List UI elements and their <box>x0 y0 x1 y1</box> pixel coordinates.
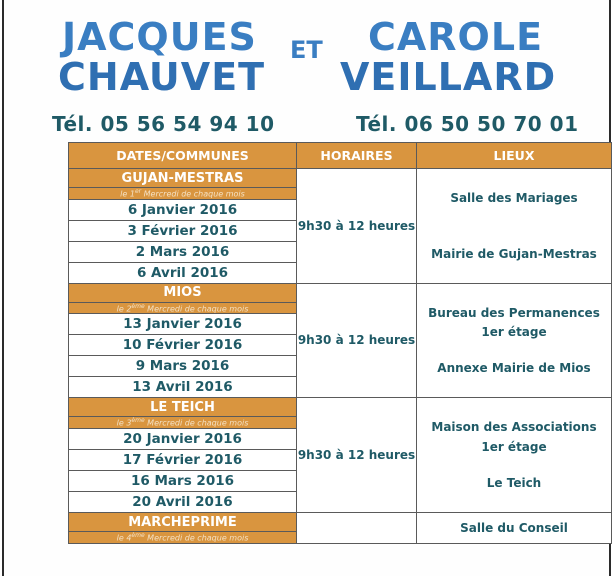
place-line: Le Teich <box>486 475 542 490</box>
commune-frequency: le 1er Mercredi de chaque mois <box>69 188 297 200</box>
schedule-table <box>68 142 612 544</box>
left-first-name: JACQUES <box>62 15 257 59</box>
date-cell: 10 Février 2016 <box>69 335 297 356</box>
date-cell: 20 Avril 2016 <box>69 491 297 512</box>
place-line: Bureau des Permanences <box>428 305 600 320</box>
date-cell: 9 Mars 2016 <box>69 356 297 377</box>
left-phone: Tél. 05 56 54 94 10 <box>52 112 275 136</box>
column-header-places: LIEUX <box>417 143 612 169</box>
commune-title: MARCHEPRIME <box>69 512 297 531</box>
table-row <box>69 512 612 531</box>
column-header-hours: HORAIRES <box>297 143 417 169</box>
table-row <box>69 283 612 302</box>
table-header-row <box>69 143 612 169</box>
connector-et: ET <box>290 36 323 64</box>
place-cell <box>417 283 612 398</box>
table-row <box>69 398 612 417</box>
commune-frequency: le 2ème Mercredi de chaque mois <box>69 302 297 314</box>
commune-frequency: le 3ème Mercredi de chaque mois <box>69 417 297 429</box>
place-line: Maison des Associations <box>431 420 597 435</box>
right-first-name: CAROLE <box>368 15 544 59</box>
date-cell: 3 Février 2016 <box>69 220 297 241</box>
place-line: 1er étage <box>481 439 547 454</box>
hours-cell <box>297 512 417 543</box>
right-phone: Tél. 06 50 50 70 01 <box>356 112 579 136</box>
hours-cell: 9h30 à 12 heures <box>297 398 417 513</box>
place-cell <box>417 169 612 284</box>
date-cell: 6 Janvier 2016 <box>69 199 297 220</box>
place-cell <box>417 398 612 513</box>
date-cell: 13 Janvier 2016 <box>69 314 297 335</box>
table-row <box>69 169 612 188</box>
date-cell: 20 Janvier 2016 <box>69 428 297 449</box>
commune-title: GUJAN-MESTRAS <box>69 169 297 188</box>
date-cell: 16 Mars 2016 <box>69 470 297 491</box>
date-cell: 2 Mars 2016 <box>69 241 297 262</box>
place-line: Salle des Mariages <box>450 190 578 205</box>
date-cell: 17 Février 2016 <box>69 449 297 470</box>
place-line: Salle du Conseil <box>460 520 568 535</box>
hours-cell: 9h30 à 12 heures <box>297 283 417 398</box>
hours-cell: 9h30 à 12 heures <box>297 169 417 284</box>
left-last-name: CHAUVET <box>58 55 266 99</box>
place-line: 1er étage <box>481 324 547 339</box>
right-last-name: VEILLARD <box>340 55 557 99</box>
place-cell <box>417 512 612 543</box>
date-cell: 6 Avril 2016 <box>69 262 297 283</box>
column-header-dates: DATES/COMMUNES <box>69 143 297 169</box>
place-line: Annexe Mairie de Mios <box>437 361 591 376</box>
place-line: Mairie de Gujan-Mestras <box>431 246 597 261</box>
date-cell: 13 Avril 2016 <box>69 377 297 398</box>
commune-title: MIOS <box>69 283 297 302</box>
commune-title: LE TEICH <box>69 398 297 417</box>
commune-frequency: le 4ème Mercredi de chaque mois <box>69 532 297 544</box>
